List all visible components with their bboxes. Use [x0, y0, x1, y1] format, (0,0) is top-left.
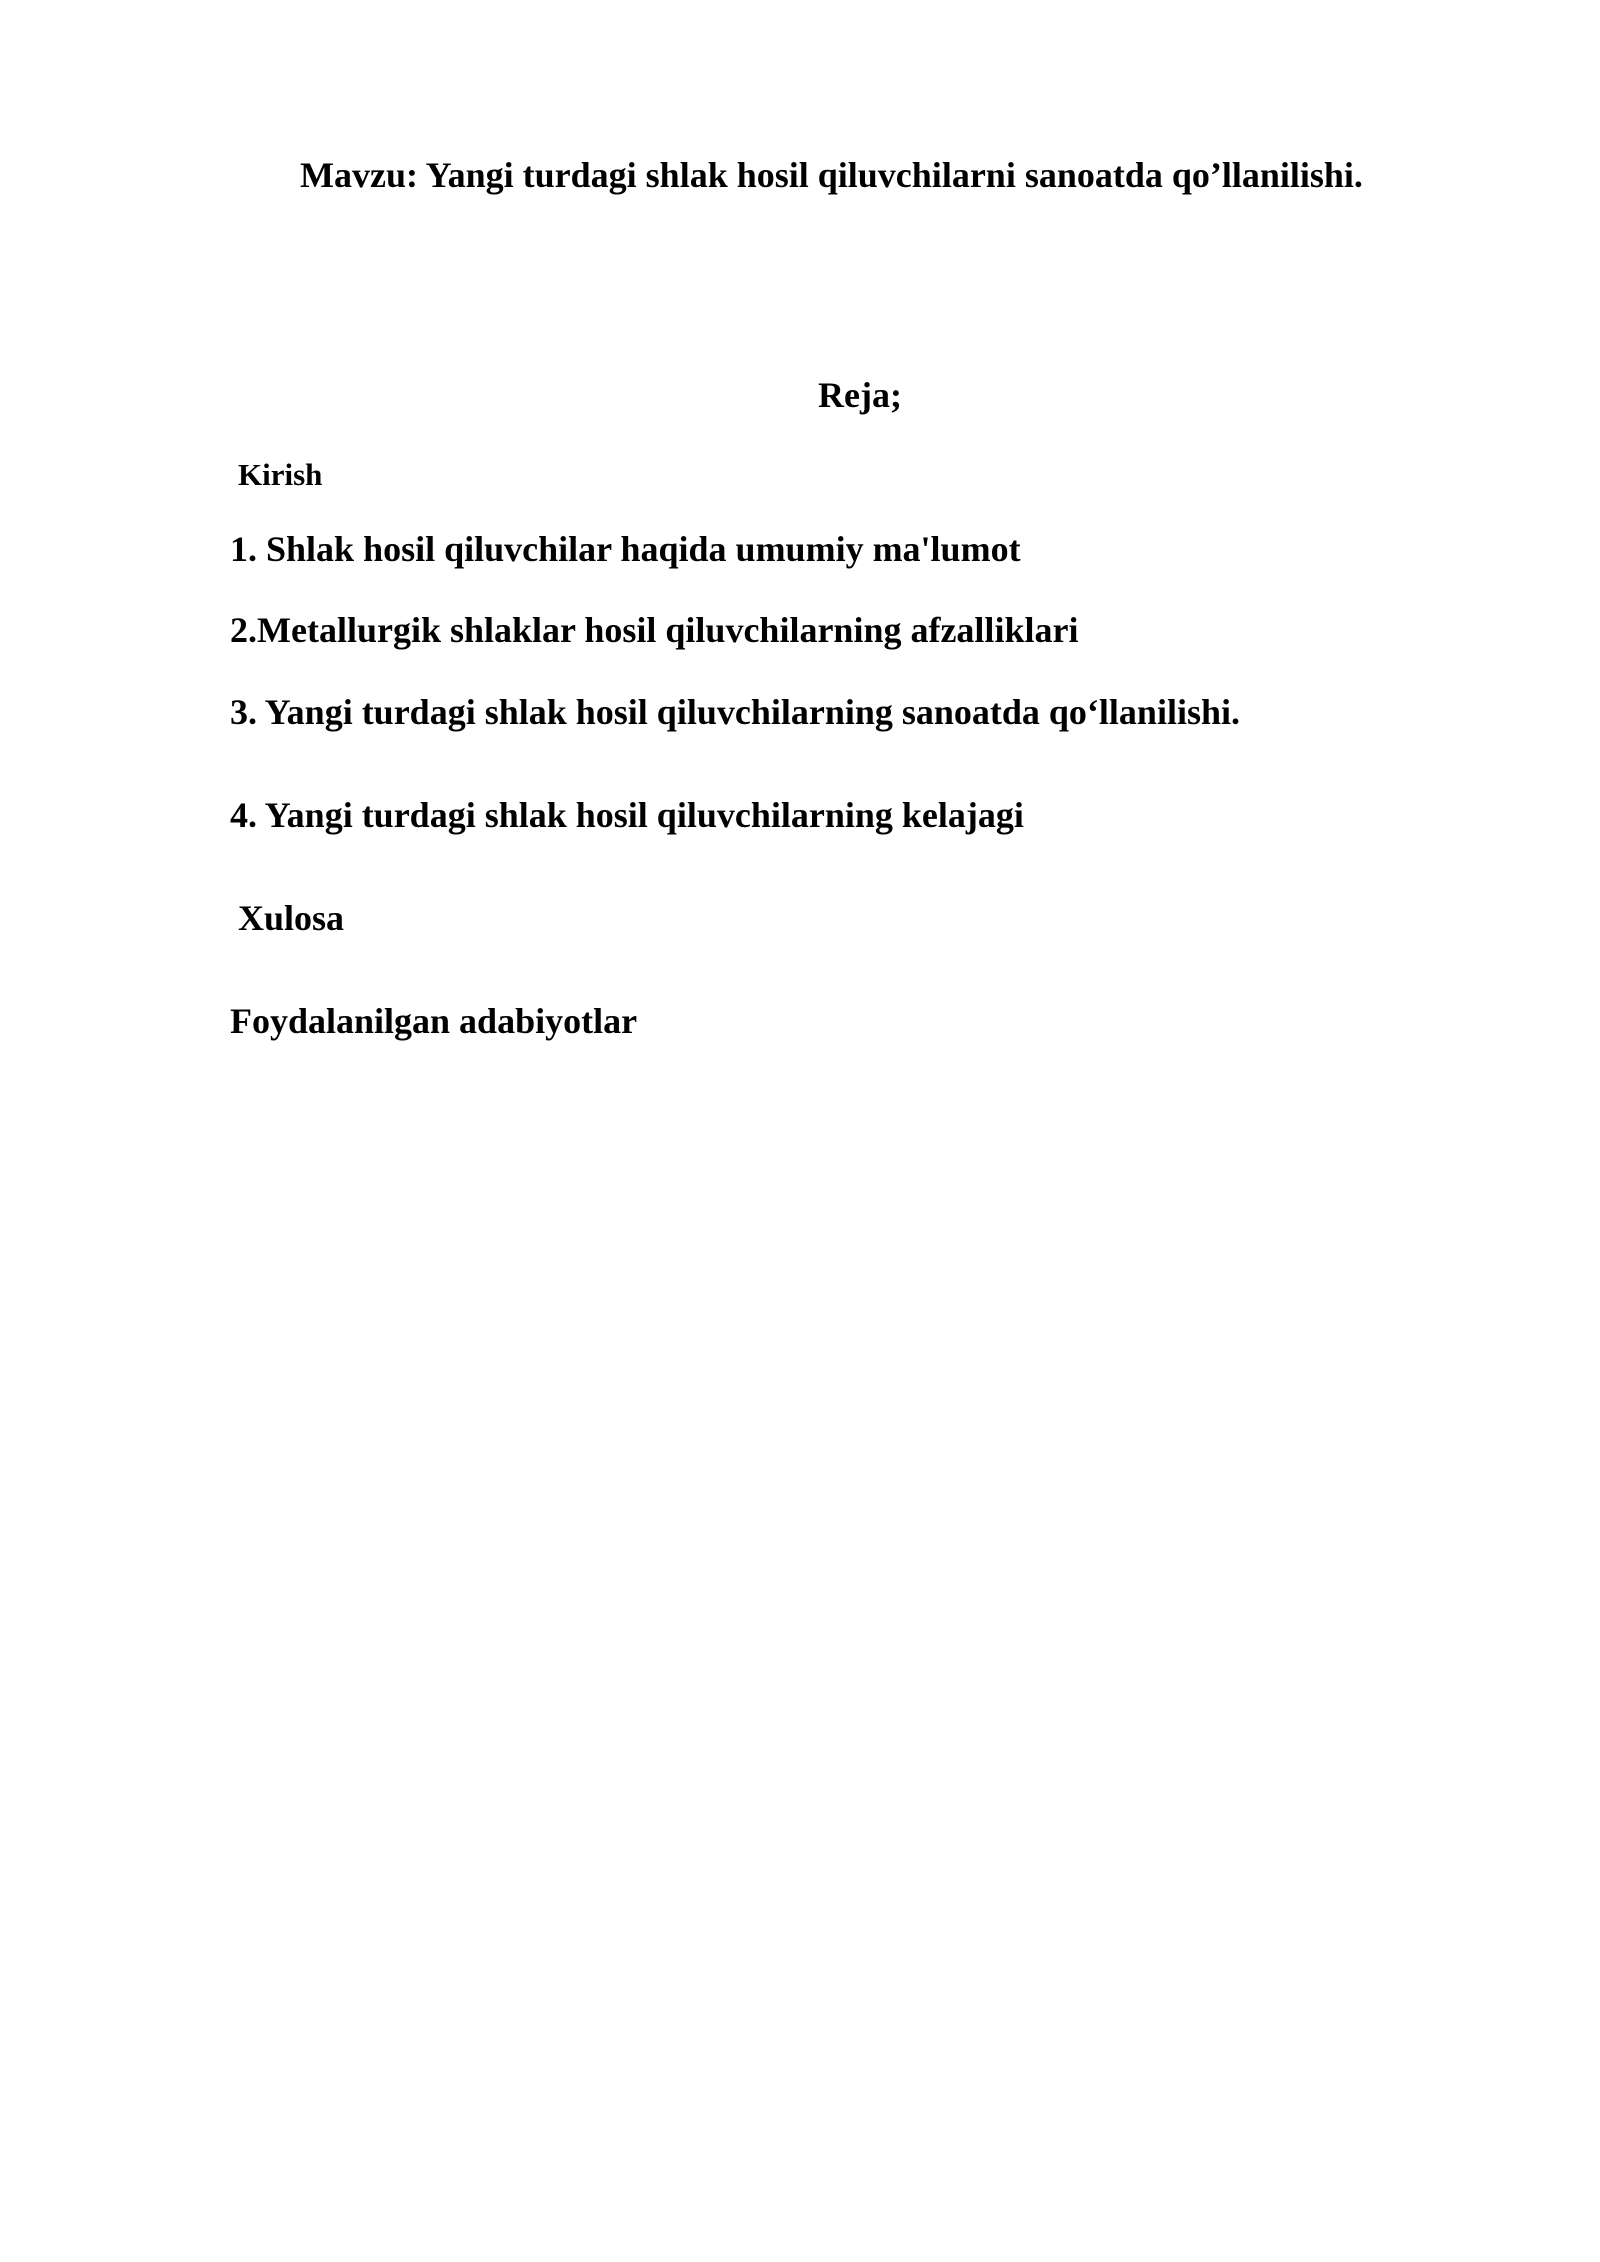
conclusion-item: Xulosa [238, 898, 345, 938]
intro-item: Kirish [238, 457, 323, 492]
document-title: Mavzu: Yangi turdagi shlak hosil qiluvchilarni sanoatda qo’llanilishi. [300, 155, 1363, 195]
plan-heading: Reja; [818, 375, 902, 415]
references-item: Foydalanilgan adabiyotlar [230, 1001, 638, 1041]
plan-item-2: 2.Metallurgik shlaklar hosil qiluvchilarning afzalliklari [230, 610, 1079, 650]
plan-item-4: 4. Yangi turdagi shlak hosil qiluvchilarning kelajagi [230, 795, 1024, 835]
plan-item-1: 1. Shlak hosil qiluvchilar haqida umumiy ma'lumot [230, 529, 1021, 569]
plan-item-3: 3. Yangi turdagi shlak hosil qiluvchilarning sanoatda qo‘llanilishi. [230, 692, 1240, 732]
